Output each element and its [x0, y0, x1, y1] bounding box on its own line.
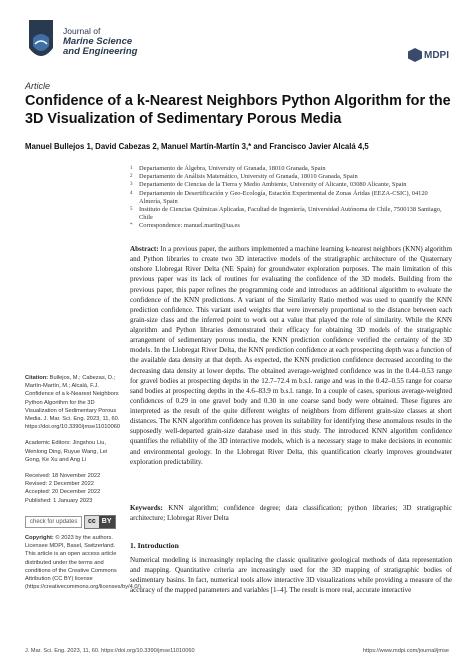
cc-icon: cc: [85, 516, 99, 528]
author-list: Manuel Bullejos 1, David Cabezas 2, Manuel Martín-Martín 3,* and Francisco Javier Alcalá 4,5: [25, 142, 369, 151]
copyright-block: [25, 534, 143, 591]
received-date: Received: 18 November 2022: [25, 473, 101, 480]
editors-label: Academic Editors:: [25, 440, 71, 447]
publisher-name: MDPI: [424, 49, 449, 61]
copyright-text: © 2023 by the authors. Licensee MDPI, Basel, Switzerland. This article is an open access article distributed under the terms and conditions of the Creative Commons Attribution (CC BY) license (https://creativecommons.org/licenses/by/4.0/).: [25, 535, 143, 591]
keywords-label: Keywords:: [130, 504, 163, 512]
correspondence: * Correspondence: manuel.martin@ua.es: [130, 222, 450, 230]
keywords: [130, 503, 452, 523]
article-type: Article: [25, 81, 51, 91]
affiliation-item: 4 Departamento de Desertificación y Geo-Ecología, Estación Experimental de Zonas Áridas (EEZA-CSIC), 04120 Almería, Spain: [130, 189, 428, 205]
citation-label: Citation:: [25, 375, 49, 381]
copyright-label: Copyright:: [25, 535, 54, 542]
masthead: [25, 14, 449, 70]
page-footer: [25, 648, 449, 654]
keywords-text: KNN algorithm; confidence degree; data classification; python libraries; 3D stratigraphic architecture; Llobregat River Delta: [130, 504, 453, 522]
abstract-label: Abstract:: [130, 245, 159, 253]
check-updates-badge[interactable]: check for updates: [25, 516, 82, 528]
publisher-logo: [408, 48, 449, 62]
journal-line1: Journal of: [63, 26, 101, 36]
citation-block: [25, 374, 123, 431]
editors-text: Jingshou Liu, Wenlong Ding, Ruyue Wang, Lei Gong, Ke Xu and Ang Li: [25, 440, 108, 463]
affiliation-item: 1 Departamento de Álgebra, University of Granada, 18010 Granada, Spain: [130, 165, 326, 172]
correspondence-email[interactable]: Correspondence: manuel.martin@ua.es: [139, 222, 240, 230]
by-icon: BY: [99, 516, 115, 528]
introduction-text: Numerical modeling is increasingly replacing the classic qualitative geological methods of data representation and mapping. Quantitative criteria are increasingly used for the 3D mapping of stratigraphic bodies of sedimentary basins. In fact, numerical tools allow interactive 3D visualizations while providing a measure of the accuracy of the mapped parameters and variables [1–4]. The result is more real, accurate interactive: [130, 556, 452, 595]
citation-text[interactable]: Bullejos, M.; Cabezas, D.; Martín-Martín, M.; Alcalá, F.J. Confidence of a k-Nearest Neighbors Python Algorithm for the 3D Visualization of Sedimentary Porous Media. J. Mar. Sci. Eng. 2023, 11, 60. https://doi.org/10.3390/jmse11010060: [25, 375, 121, 431]
sidebar: [25, 374, 143, 599]
mdpi-icon: [408, 48, 422, 62]
revised-date: Revised: 2 December 2022: [25, 481, 94, 488]
affiliation-item: 3 Departamento de Ciencias de la Tierra y Medio Ambiente, University of Alicante, 03080 Alicante, Spain: [130, 181, 407, 189]
affiliation-item: 5 Instituto de Ciencias Químicas Aplicadas, Facultad de Ingeniería, Universidad Autónoma de Chile, 7500138 Santiago, Chile: [130, 206, 442, 222]
accepted-date: Accepted: 20 December 2022: [25, 489, 101, 496]
journal-line2: Marine Science: [63, 35, 133, 47]
journal-line3: and Engineering: [63, 46, 138, 57]
section-heading-introduction: 1. Introduction: [130, 541, 179, 550]
article-title: Confidence of a k-Nearest Neighbors Python Algorithm for the 3D Visualization of Sedimentary Porous Media: [25, 93, 451, 127]
affiliation-list: [130, 165, 450, 231]
journal-logo-icon: [25, 18, 57, 66]
dates-block: [25, 472, 123, 505]
editors-block: [25, 439, 123, 464]
cc-license-badge[interactable]: [84, 515, 116, 529]
affiliation-item: 2 Departamento de Análisis Matemático, University of Granada, 18010 Granada, Spain: [130, 173, 358, 181]
published-date: Published: 1 January 2023: [25, 497, 93, 504]
footer-url[interactable]: https://www.mdpi.com/journal/jmse: [362, 648, 449, 654]
abstract: [130, 244, 452, 467]
footer-citation[interactable]: J. Mar. Sci. Eng. 2023, 11, 60. https://doi.org/10.3390/jmse11010060: [25, 648, 195, 654]
journal-name: [63, 26, 137, 58]
abstract-text: In a previous paper, the authors implemented a machine learning k-nearest neighbors (KNN) algorithm and Python libraries to create two 3D interactive models of the stratigraphic architecture of the Quaternary onshore Llobregat River Delta (NE Spain) for groundwater exploration purposes. The main limitation of this previous paper was its lack of routines for evaluating the confidence of the 3D models. Building from the previous paper, this paper refines the programming code and introduces an additional algorithm to evaluate the confidence of the KNN predictions. A variant of the Similarity Ratio method was used to quantify the KNN prediction confidence. This variant used weights that were inversely proportional to the distance between each grain-size class and the inferred point to work out a value that played the role of similarity. While the KNN algorithm and Python libraries demonstrated their efficacy for obtaining 3D models of the stratigraphic arrangement of sedimentary porous media, the KNN prediction confidence verified the certainty of the 3D models. In the Llobregat River Delta, the KNN prediction confidence at each prospecting depth was a function of the available data density at that depth. As expected, the KNN prediction confidence decreased according to the decreasing data density at lower depths. The obtained average-weighted confidence was in the 0.44–0.53 range for gravel bodies at prospecting depths in the 12.7–72.4 m b.s.l. range and was in the 0.42–0.55 range for coarse sand bodies at prospecting depths in the 4.6–83.9 m b.s.l. range. In a couple of cases, spurious average-weighted confidences of 0.29 in one gravel body and 0.30 in one coarse sand body were obtained. These figures are interpreted as the result of the quite different weights of neighbors from different grain-size classes at short distances. The KNN algorithm confidence has proven its suitability for identifying these anomalous results in the supposedly well-departed grain-size database used in this study. The introduced KNN algorithm confidence quantifies the reliability of the 3D interactive models, which is a necessary stage to make decisions in economic and environmental geology. In the Llobregat River Delta, this quantification clearly improves groundwater exploration predictability.: [130, 245, 452, 466]
